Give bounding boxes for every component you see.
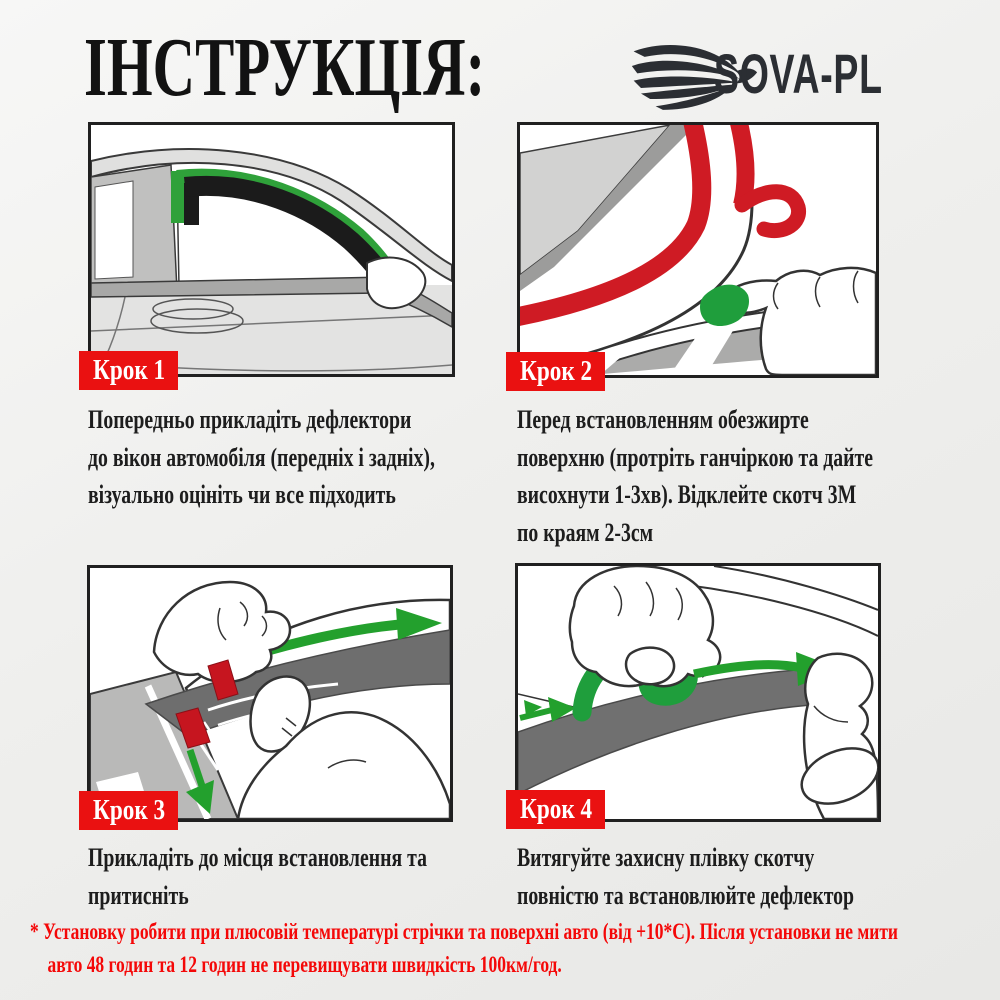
text-line: Попередньо прикладіть дефлектори — [88, 405, 412, 434]
step-3-illustration — [87, 565, 453, 822]
text-line: висохнути 1-3хв). Відклейте скотч 3М — [517, 480, 857, 509]
step-1-badge-label: Крок 1 — [93, 354, 166, 386]
text-line: до вікон автомобіля (передніх і задніх), — [88, 442, 435, 472]
step-3-description — [88, 839, 534, 914]
text-line: по краям 2-3см — [517, 517, 654, 547]
text-line: притисніть — [88, 880, 189, 910]
peel-tape-drawing — [520, 125, 876, 375]
text-line: Витягуйте захисну плівку скотчу — [517, 843, 815, 872]
step-2-badge — [506, 352, 605, 391]
text-line: Прикладіть до місця встановлення та — [88, 843, 428, 872]
step-3-badge — [79, 791, 178, 830]
note-line: * Установку робити при плюсовій температурі стрічки та поверхні авто (від +10*С). Після установки не мити — [30, 919, 898, 944]
step-4-illustration — [515, 563, 881, 822]
pull-film-drawing — [518, 566, 878, 819]
step-2-illustration — [517, 122, 879, 378]
text-line: візуально оцініть чи все підходить — [88, 480, 396, 509]
step-1-illustration — [88, 122, 455, 377]
installation-note — [30, 915, 1000, 981]
text-line: повністю та встановлюйте дефлектор — [517, 880, 855, 910]
brand-name: SOVA-PL — [714, 42, 883, 105]
text-line: поверхню (протріть ганчіркою та дайте — [517, 442, 874, 472]
step-1-badge — [79, 351, 178, 390]
car-door-deflector-drawing — [91, 125, 452, 374]
step-2-badge-label: Крок 2 — [520, 355, 593, 387]
step-4-badge — [506, 790, 605, 829]
note-line: авто 48 годин та 12 годин не перевищувати швидкість 100км/год. — [47, 952, 562, 977]
step-1-description — [88, 401, 545, 514]
press-deflector-drawing — [90, 568, 450, 819]
step-4-description — [517, 839, 960, 914]
text-line: Перед встановленням обезжирте — [517, 405, 809, 434]
step-3-badge-label: Крок 3 — [93, 794, 166, 826]
page-title: ІНСТРУКЦІЯ: — [84, 21, 486, 114]
step-4-badge-label: Крок 4 — [520, 793, 593, 825]
step-2-description — [517, 401, 985, 551]
